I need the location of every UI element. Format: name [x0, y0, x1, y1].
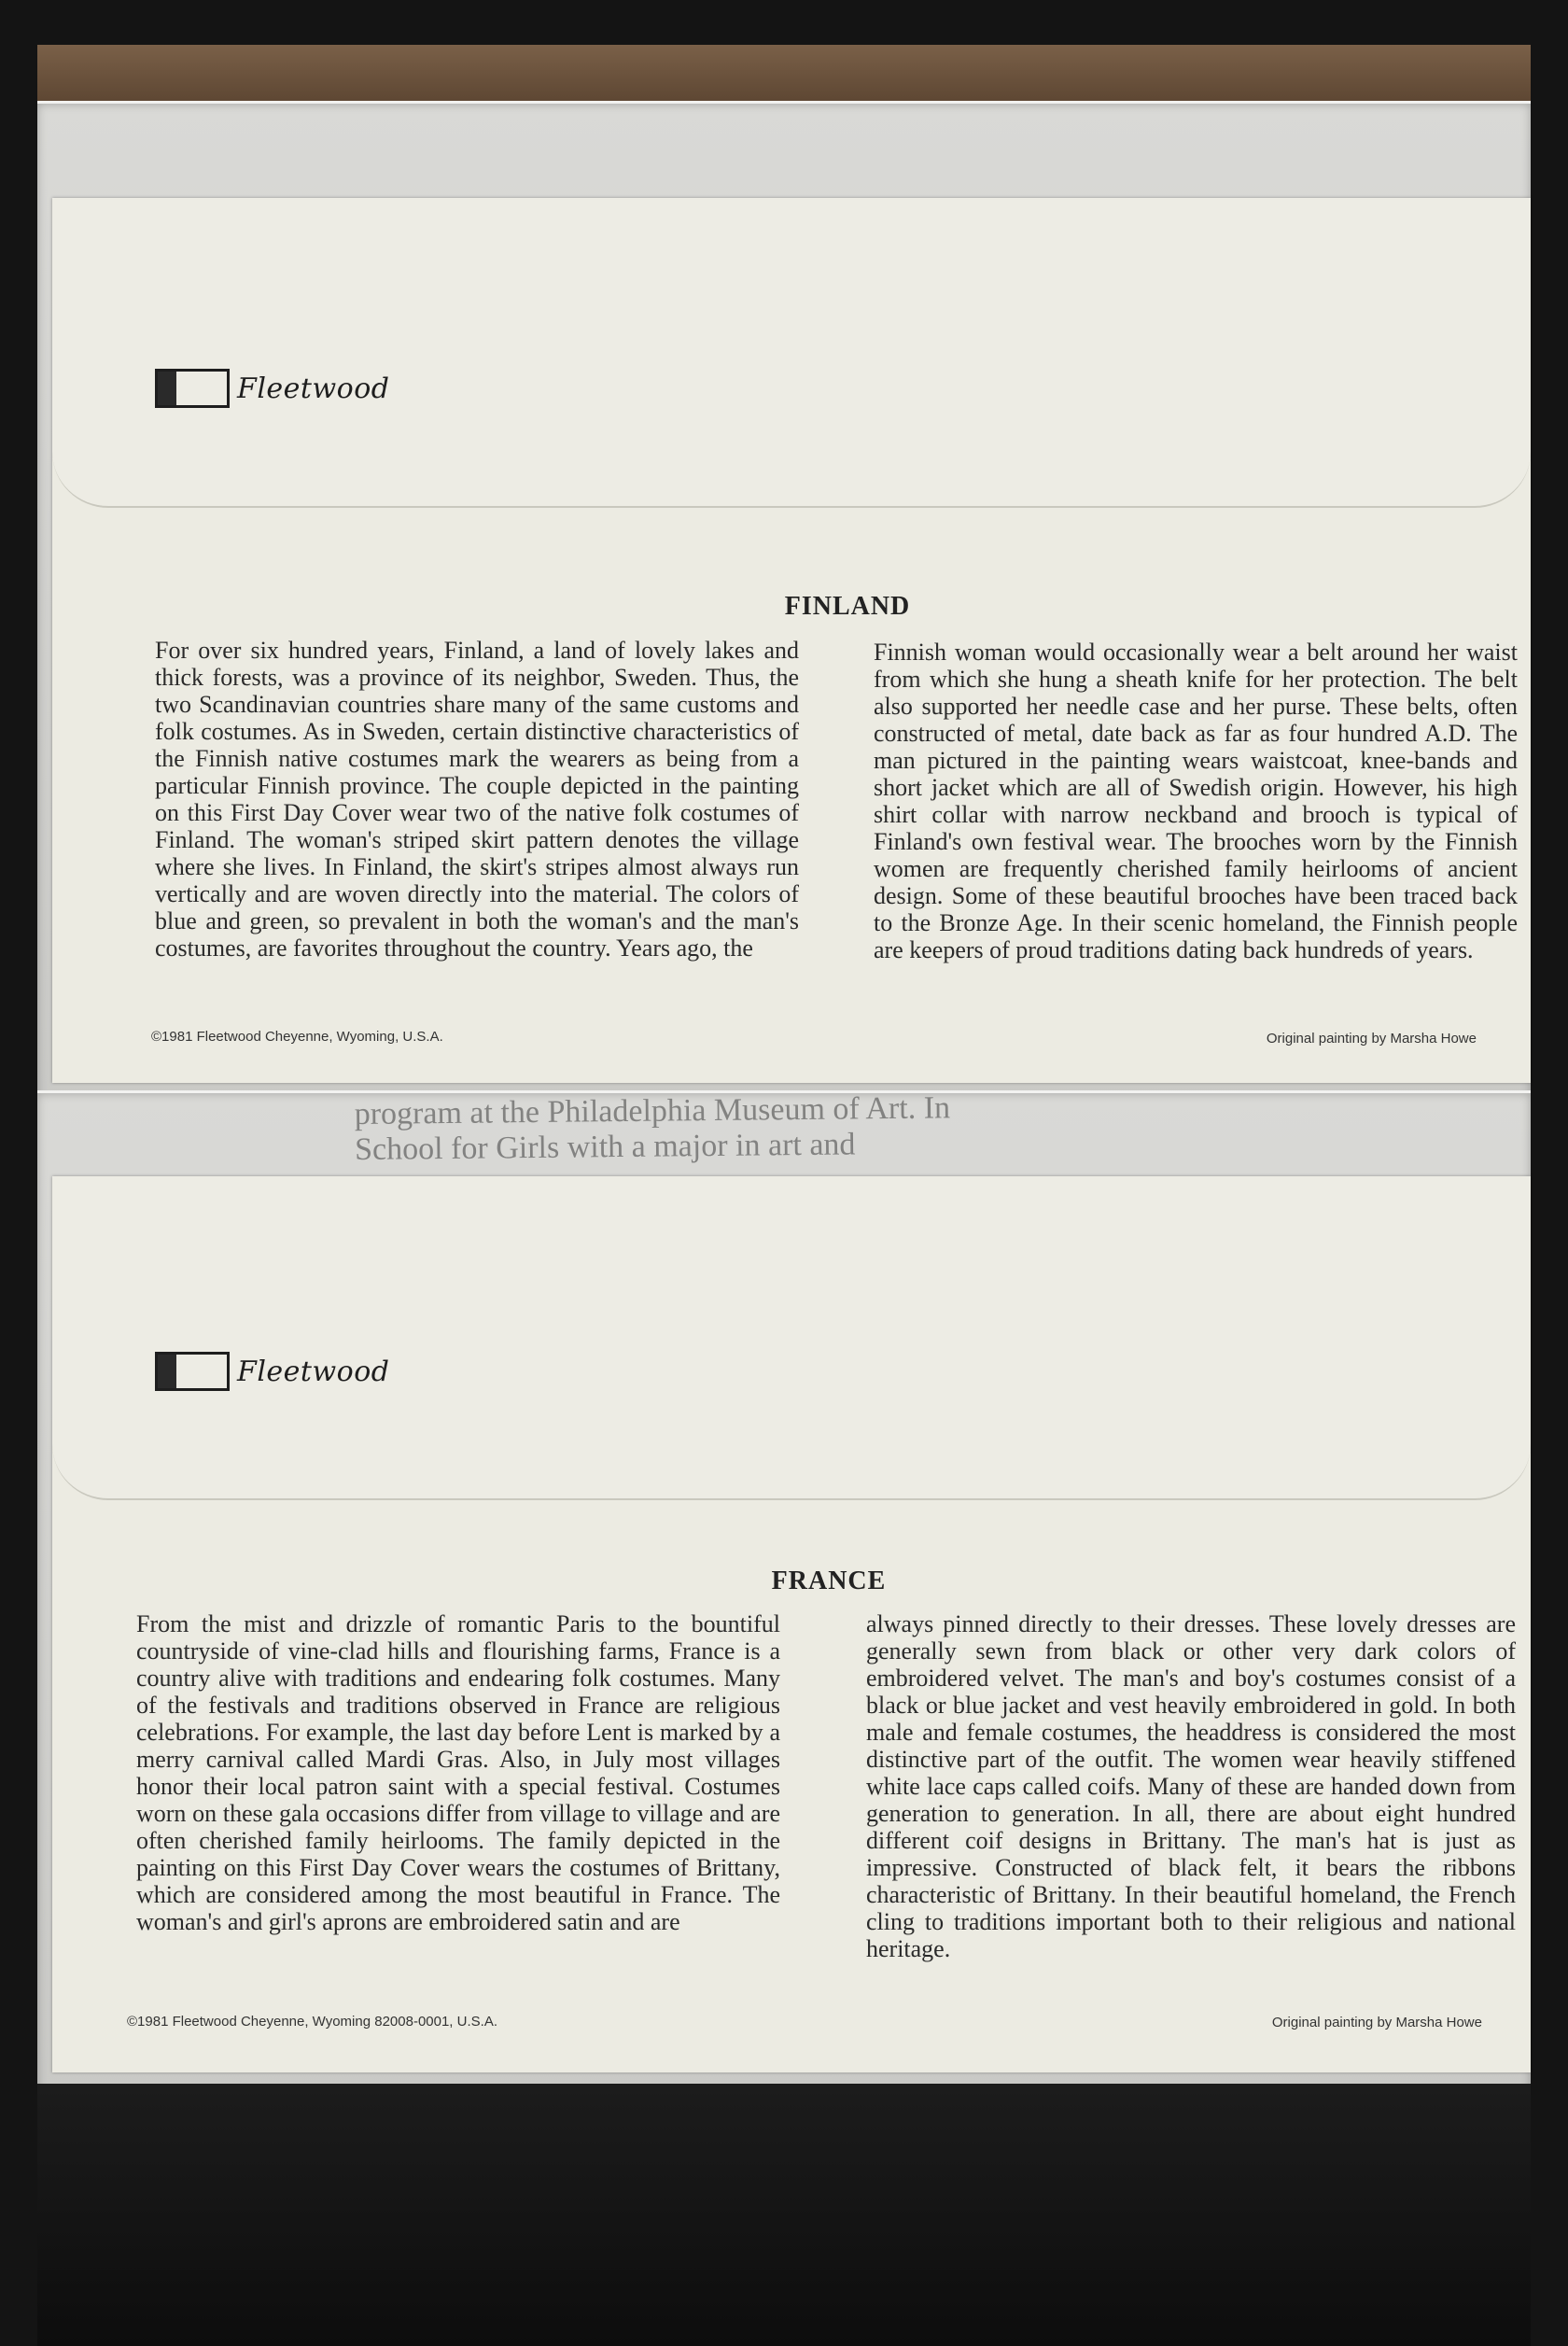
album-page-bottom — [37, 2084, 1531, 2346]
fleetwood-logo-text: Fleetwood — [237, 372, 390, 405]
painting-credit: Original painting by Marsha Howe — [1271, 2015, 1482, 2030]
text-column-left — [136, 1610, 780, 1935]
copyright-line: ©1981 Fleetwood Cheyenne, Wyoming 82008-0001, U.S.A. — [127, 2014, 497, 2030]
paragraph: always pinned directly to their dresses. These lovely dresses are generally sewn from black or other very dark colors of embroidered velvet. The man's and boy's costumes consist of a black or blue jacket and vest heavily embroidered in gold. In both male and female costumes, the headdress is considered the most distinctive part of the outfit. The women wear heavily stiffened white lace caps called coifs. Many of these are handed down from generation to generation. In all, there are about eight hundred different coif designs in Brittany. The man's hat is just as impressive. Constructed of black felt, it bears the ribbons characteristic of Brittany. In their beautiful homeland, the French cling to traditions important both to their religious and national heritage. — [866, 1610, 1516, 1962]
text-column-left — [155, 637, 799, 962]
paragraph: For over six hundred years, Finland, a land of lovely lakes and thick forests, was a province of its neighbor, Sweden. Thus, the two Scandinavian countries share many of the same customs and folk costumes. As in Sweden, certain distinctive characteristics of the Finnish native costumes mark the wearers as being from a particular Finnish province. The couple depicted in the painting on this First Day Cover wear two of the native folk costumes of Finland. The woman's striped skirt pattern denotes the village where she lives. In Finland, the skirt's stripes almost always run vertically and are woven directly into the material. The colors of blue and green, so prevalent in both the woman's and the man's costumes, are favorites throughout the country. Years ago, the — [155, 637, 799, 962]
paragraph: Finnish woman would occasionally wear a belt around her waist from which she hung a sheath knife for her protection. The belt also supported her needle case and her purse. These belts, often constructed of metal, date back as far as four hundred A.D. The man pictured in the painting wears waistcoat, knee-bands and short jacket which are all of Swedish origin. However, his high shirt collar with narrow neckband and brooch is typical of Finland's own festival wear. The brooches worn by the Finnish women are frequently cherished family heirlooms of ancient design. Some of these beautiful brooches have been traced back to the Bronze Age. In their scenic homeland, the Finnish people are keepers of proud traditions dating back hundreds of years. — [874, 639, 1518, 963]
cover-finland — [52, 198, 1531, 1083]
painting-credit: Original painting by Marsha Howe — [1266, 1031, 1477, 1047]
text-column-right — [866, 1610, 1516, 1962]
paragraph: From the mist and drizzle of romantic Paris to the bountiful countryside of vine-clad hills and flourishing farms, France is a country alive with traditions and endearing folk costumes. Many of the festivals and traditions observed in France are religious celebrations. For example, the last day before Lent is marked by a merry carnival called Mardi Gras. Also, in July most villages honor their local patron saint with a special festival. Costumes worn on these gala occasions differ from village to village and are often cherished family heirlooms. The family depicted in the painting on this First Day Cover wears the costumes of Brittany, which are considered among the most beautiful in France. The woman's and girl's aprons are embroidered satin and are — [136, 1610, 780, 1935]
ghost-line: program at the Philadelphia Museum of Art. In — [354, 1090, 951, 1132]
cover-title: FINLAND — [784, 592, 911, 621]
fleetwood-logo-icon — [155, 369, 230, 408]
fleetwood-logo — [155, 369, 389, 408]
ghost-line: School for Girls with a major in art and — [354, 1127, 856, 1168]
cover-title: FRANCE — [771, 1566, 887, 1595]
fleetwood-logo-text: Fleetwood — [237, 1355, 390, 1388]
fleetwood-logo — [155, 1352, 389, 1391]
envelope-flap — [52, 198, 1531, 508]
envelope-flap — [52, 1176, 1531, 1500]
copyright-line: ©1981 Fleetwood Cheyenne, Wyoming, U.S.A. — [151, 1029, 443, 1045]
show-through-text — [336, 1088, 1270, 1181]
fleetwood-logo-icon — [155, 1352, 230, 1391]
cover-france — [52, 1176, 1531, 2072]
text-column-right — [874, 639, 1518, 963]
